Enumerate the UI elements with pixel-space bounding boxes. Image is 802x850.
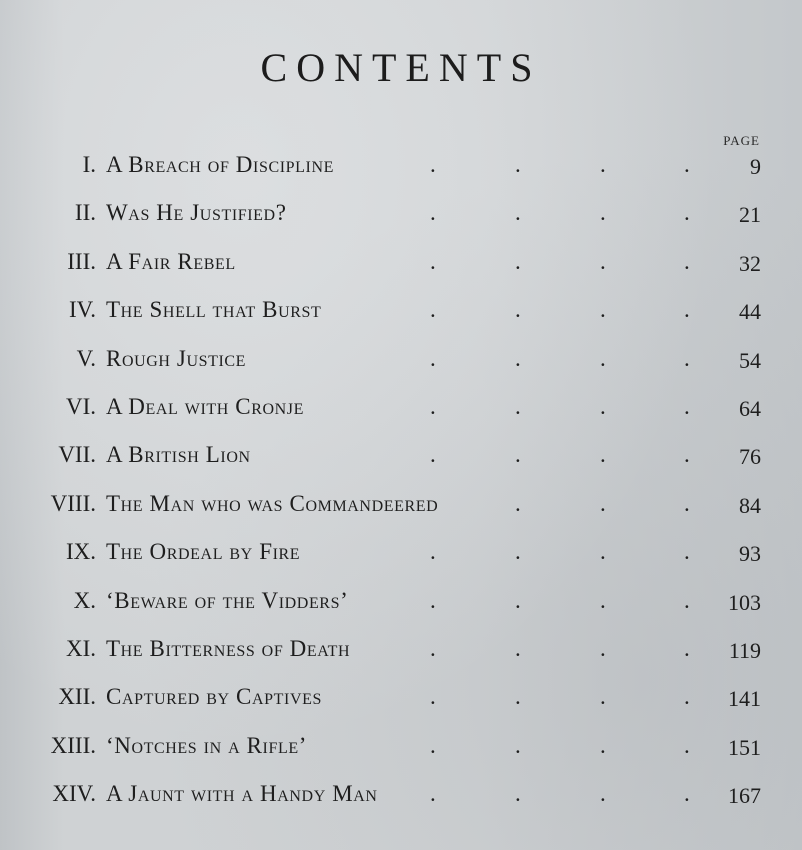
chapter-title: The Ordeal by Fire — [106, 539, 301, 565]
chapter-numeral: II. — [74, 200, 96, 226]
leader-dot: . — [515, 345, 521, 371]
chapter-numeral: XII. — [58, 684, 96, 710]
chapter-page-number: 32 — [739, 250, 761, 276]
leader-dot: . — [684, 490, 690, 516]
leader-dot: . — [515, 490, 521, 516]
leader-dot: . — [600, 393, 606, 419]
chapter-numeral: XI. — [65, 635, 96, 661]
leader-dot: . — [684, 781, 690, 807]
chapter-page-number: 103 — [728, 589, 761, 615]
leader-dot: . — [430, 539, 436, 565]
chapter-title: A Fair Rebel — [106, 248, 236, 274]
leader-dot: . — [684, 345, 690, 371]
leader-dot: . — [430, 393, 436, 419]
chapter-title: Was He Justified? — [106, 200, 287, 226]
leader-dot: . — [600, 539, 606, 565]
leader-dot: . — [600, 297, 606, 323]
chapter-page-number: 64 — [739, 395, 761, 421]
leader-dot: . — [430, 587, 436, 613]
toc-entry — [0, 680, 802, 728]
leader-dot: . — [600, 490, 606, 516]
leader-dot: . — [515, 539, 521, 565]
leader-dot: . — [600, 635, 606, 661]
chapter-title: Captured by Captives — [106, 684, 322, 710]
toc-entry — [0, 632, 802, 680]
leader-dot: . — [430, 635, 436, 661]
toc-entry — [0, 438, 802, 486]
leader-dot: . — [430, 732, 436, 758]
chapter-page-number: 151 — [728, 734, 761, 760]
chapter-title: A Jaunt with a Handy Man — [106, 781, 378, 807]
chapter-numeral: VII. — [58, 442, 96, 468]
leader-dot: . — [684, 442, 690, 468]
leader-dot: . — [515, 684, 521, 710]
chapter-title: The Man who was Commandeered — [106, 490, 439, 516]
leader-dot: . — [600, 345, 606, 371]
chapter-page-number: 141 — [728, 686, 761, 712]
toc-entry — [0, 196, 802, 244]
leader-dot: . — [515, 587, 521, 613]
toc-entry — [0, 148, 802, 196]
leader-dot: . — [600, 442, 606, 468]
leader-dot: . — [430, 248, 436, 274]
leader-dot: . — [430, 200, 436, 226]
leader-dot: . — [684, 732, 690, 758]
chapter-numeral: VIII. — [50, 490, 96, 516]
chapter-title: ‘Notches in a Rifle’ — [106, 732, 307, 758]
chapter-numeral: XIV. — [52, 781, 96, 807]
leader-dot: . — [684, 393, 690, 419]
chapter-title: A Breach of Discipline — [106, 152, 334, 177]
chapter-page-number: 84 — [739, 492, 761, 518]
chapter-numeral: IV. — [68, 297, 96, 323]
leader-dot: . — [430, 442, 436, 468]
leader-dot: . — [684, 635, 690, 661]
chapter-title: Rough Justice — [106, 345, 247, 371]
leader-dot: . — [515, 152, 521, 177]
leader-dot: . — [600, 152, 606, 177]
toc-entry — [0, 245, 802, 293]
toc-entry — [0, 390, 802, 438]
chapter-numeral: V. — [76, 345, 96, 371]
leader-dot: . — [684, 297, 690, 323]
toc-entry — [0, 729, 802, 777]
chapter-numeral: IX. — [65, 539, 96, 565]
leader-dot: . — [515, 781, 521, 807]
leader-dot: . — [600, 781, 606, 807]
chapter-numeral: III. — [67, 248, 96, 274]
chapter-page-number: 76 — [739, 444, 761, 470]
leader-dot: . — [515, 732, 521, 758]
leader-dot: . — [515, 393, 521, 419]
toc-entry — [0, 777, 802, 825]
page-column-label: PAGE — [723, 133, 760, 148]
leader-dot: . — [600, 248, 606, 274]
chapter-page-number: 9 — [750, 154, 761, 179]
chapter-title: The Shell that Burst — [106, 297, 322, 323]
leader-dot: . — [430, 781, 436, 807]
chapter-page-number: 93 — [739, 541, 761, 567]
toc-entry — [0, 342, 802, 390]
chapter-title: A Deal with Cronje — [106, 393, 304, 419]
chapter-title: A British Lion — [106, 442, 251, 468]
leader-dot: . — [430, 684, 436, 710]
leader-dot: . — [515, 200, 521, 226]
leader-dot: . — [430, 345, 436, 371]
leader-dot: . — [684, 248, 690, 274]
chapter-numeral: I. — [82, 152, 96, 177]
toc-entry — [0, 487, 802, 535]
leader-dot: . — [515, 442, 521, 468]
leader-dot: . — [515, 297, 521, 323]
chapter-page-number: 119 — [728, 637, 761, 663]
chapter-page-number: 167 — [728, 783, 761, 809]
leader-dot: . — [515, 635, 521, 661]
chapter-title: The Bitterness of Death — [106, 635, 351, 661]
chapter-numeral: X. — [73, 587, 96, 613]
leader-dot: . — [684, 539, 690, 565]
chapter-page-number: 21 — [739, 202, 761, 228]
chapter-title: ‘Beware of the Vidders’ — [106, 587, 349, 613]
leader-dot: . — [684, 152, 690, 177]
leader-dot: . — [600, 732, 606, 758]
toc-entry — [0, 584, 802, 632]
contents-heading: CONTENTS — [260, 45, 542, 90]
leader-dot: . — [600, 200, 606, 226]
leader-dot: . — [515, 248, 521, 274]
chapter-numeral: VI. — [65, 393, 96, 419]
leader-dot: . — [684, 587, 690, 613]
chapter-page-number: 44 — [739, 299, 761, 325]
leader-dot: . — [430, 297, 436, 323]
leader-dot: . — [430, 152, 436, 177]
leader-dot: . — [684, 200, 690, 226]
toc-entry — [0, 293, 802, 341]
chapter-page-number: 54 — [739, 347, 761, 373]
chapter-numeral: XIII. — [50, 732, 96, 758]
table-of-contents — [0, 148, 802, 825]
leader-dot: . — [600, 684, 606, 710]
leader-dot: . — [600, 587, 606, 613]
toc-entry — [0, 535, 802, 583]
leader-dot: . — [684, 684, 690, 710]
